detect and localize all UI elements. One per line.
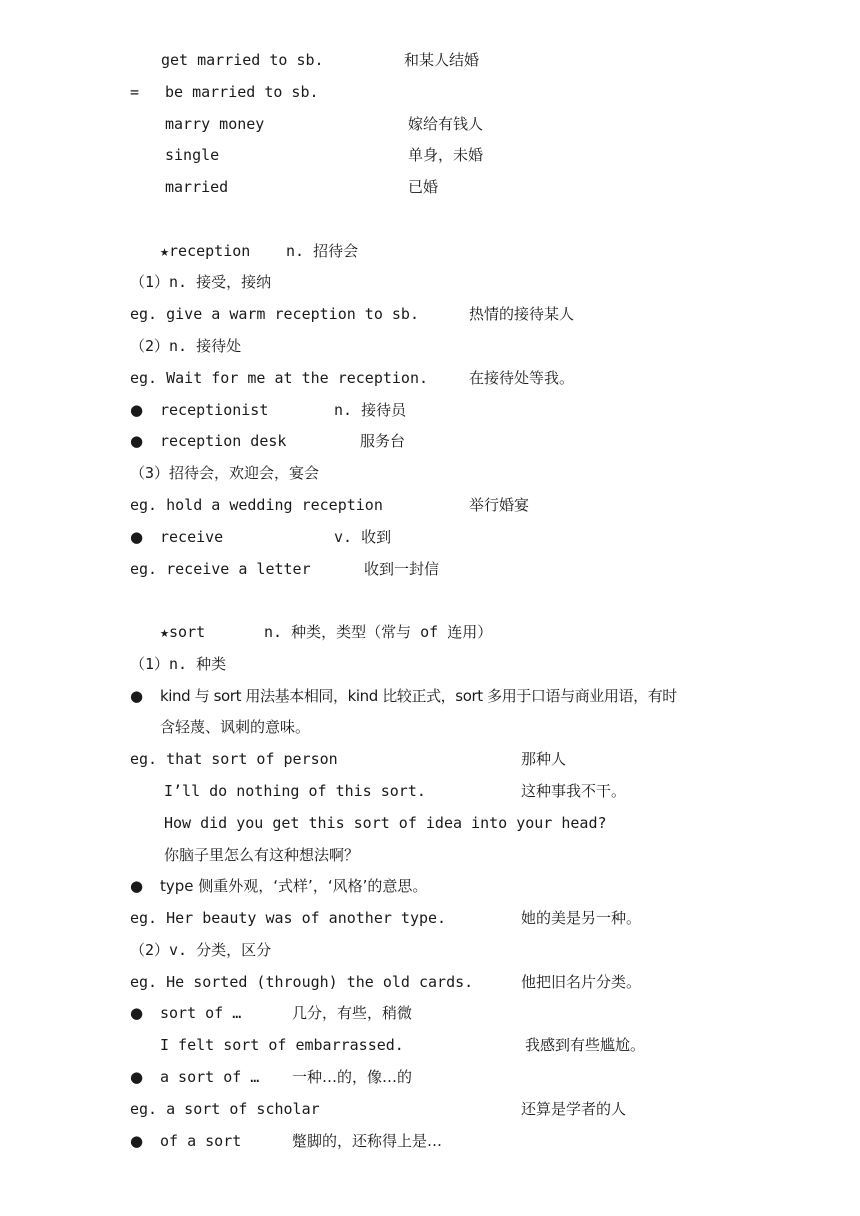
example-english: I felt sort of embarrassed. bbox=[160, 1036, 404, 1054]
bullet-item bbox=[0, 999, 860, 1027]
bullet-meaning: n. 接待员 bbox=[334, 401, 407, 419]
english-phrase: married bbox=[165, 178, 229, 196]
example-english: How did you get this sort of idea into your head? bbox=[164, 814, 607, 832]
headword: ★reception bbox=[160, 242, 251, 260]
english-phrase: get married to sb. bbox=[161, 51, 324, 69]
bullet-item bbox=[0, 523, 860, 551]
sense-label: （3）招待会，欢迎会，宴会 bbox=[130, 464, 320, 482]
sense-heading bbox=[0, 936, 860, 964]
bullet-item bbox=[0, 872, 860, 900]
example-line bbox=[0, 745, 860, 773]
headword: ★sort bbox=[160, 623, 206, 641]
chinese-meaning: 已婚 bbox=[408, 178, 439, 196]
sense-label: （2）v. 分类，区分 bbox=[130, 941, 272, 959]
bullet-meaning: 蹩脚的，还称得上是… bbox=[292, 1132, 443, 1150]
entry-heading-reception bbox=[0, 237, 860, 265]
bullet-term: receptionist bbox=[160, 401, 269, 419]
example-line bbox=[0, 1031, 860, 1059]
bullet-item bbox=[0, 396, 860, 424]
bullet-term: receive bbox=[160, 528, 224, 546]
example-english: eg. a sort of scholar bbox=[130, 1100, 320, 1118]
bullet-note: 含轻蔑、讽刺的意味。 bbox=[160, 718, 311, 736]
doc-line-married-to bbox=[0, 46, 860, 74]
doc-line-married bbox=[0, 173, 860, 201]
chinese-meaning: 单身，未婚 bbox=[408, 146, 484, 164]
example-chinese: 他把旧名片分类。 bbox=[521, 973, 642, 991]
example-english: eg. receive a letter bbox=[130, 560, 311, 578]
bullet-note: kind 与 sort 用法基本相同，kind 比较正式，sort 多用于口语与商业用语，有时 bbox=[160, 687, 677, 705]
doc-line-be-married bbox=[0, 78, 860, 106]
sense-heading bbox=[0, 650, 860, 678]
bullet-meaning: v. 收到 bbox=[334, 528, 392, 546]
bullet-term: sort of … bbox=[160, 1004, 242, 1022]
bullet-icon: ● bbox=[130, 401, 144, 419]
example-line bbox=[0, 364, 860, 392]
example-line bbox=[0, 777, 860, 805]
definition: n. 招待会 bbox=[286, 242, 359, 260]
bullet-term: a sort of … bbox=[160, 1068, 260, 1086]
example-line bbox=[0, 904, 860, 932]
example-chinese: 收到一封信 bbox=[364, 560, 440, 578]
bullet-item bbox=[0, 1127, 860, 1155]
sense-label: （2）n. 接待处 bbox=[130, 337, 242, 355]
example-chinese: 你脑子里怎么有这种想法啊？ bbox=[164, 846, 360, 864]
example-line bbox=[0, 809, 860, 837]
bullet-meaning: 几分，有些，稍微 bbox=[292, 1004, 413, 1022]
example-chinese: 热情的接待某人 bbox=[469, 305, 575, 323]
example-english: eg. Wait for me at the reception. bbox=[130, 369, 429, 387]
chinese-meaning: 嫁给有钱人 bbox=[408, 115, 484, 133]
bullet-term: reception desk bbox=[160, 432, 287, 450]
example-line bbox=[0, 491, 860, 519]
sense-label: （1）n. 接受，接纳 bbox=[130, 273, 272, 291]
example-chinese: 我感到有些尴尬。 bbox=[525, 1036, 646, 1054]
bullet-meaning: 服务台 bbox=[360, 432, 406, 450]
bullet-note: type 侧重外观，‘式样’，‘风格’的意思。 bbox=[160, 877, 428, 895]
example-chinese: 举行婚宴 bbox=[469, 496, 530, 514]
bullet-icon: ● bbox=[130, 528, 144, 546]
english-phrase: marry money bbox=[165, 115, 265, 133]
bullet-item bbox=[0, 427, 860, 455]
bullet-item bbox=[0, 682, 860, 710]
bullet-icon: ● bbox=[130, 1068, 144, 1086]
example-line bbox=[0, 968, 860, 996]
example-english: I’ll do nothing of this sort. bbox=[164, 782, 426, 800]
sense-heading bbox=[0, 459, 860, 487]
example-chinese: 还算是学者的人 bbox=[521, 1100, 627, 1118]
bullet-meaning: 一种…的，像…的 bbox=[292, 1068, 413, 1086]
example-line bbox=[0, 841, 860, 869]
example-english: eg. that sort of person bbox=[130, 750, 338, 768]
bullet-icon: ● bbox=[130, 1004, 144, 1022]
example-line bbox=[0, 1095, 860, 1123]
example-chinese: 在接待处等我。 bbox=[469, 369, 575, 387]
doc-line-marry-money bbox=[0, 110, 860, 138]
example-english: eg. Her beauty was of another type. bbox=[130, 909, 447, 927]
chinese-meaning: 和某人结婚 bbox=[404, 51, 480, 69]
sense-heading bbox=[0, 268, 860, 296]
english-phrase: be married to sb. bbox=[165, 83, 319, 101]
example-chinese: 那种人 bbox=[521, 750, 567, 768]
example-chinese: 她的美是另一种。 bbox=[521, 909, 642, 927]
sense-heading bbox=[0, 332, 860, 360]
example-english: eg. give a warm reception to sb. bbox=[130, 305, 419, 323]
entry-heading-sort bbox=[0, 618, 860, 646]
bullet-icon: ● bbox=[130, 877, 144, 895]
bullet-icon: ● bbox=[130, 1132, 144, 1150]
doc-line-single bbox=[0, 141, 860, 169]
bullet-item bbox=[0, 1063, 860, 1091]
equals-sign: = bbox=[130, 83, 140, 101]
bullet-note-continued bbox=[0, 713, 860, 741]
example-line bbox=[0, 300, 860, 328]
bullet-icon: ● bbox=[130, 687, 144, 705]
example-line bbox=[0, 555, 860, 583]
example-chinese: 这种事我不干。 bbox=[521, 782, 627, 800]
definition: n. 种类，类型（常与 of 连用） bbox=[264, 623, 493, 641]
example-english: eg. He sorted (through) the old cards. bbox=[130, 973, 474, 991]
example-english: eg. hold a wedding reception bbox=[130, 496, 383, 514]
english-phrase: single bbox=[165, 146, 220, 164]
bullet-term: of a sort bbox=[160, 1132, 242, 1150]
sense-label: （1）n. 种类 bbox=[130, 655, 227, 673]
bullet-icon: ● bbox=[130, 432, 144, 450]
